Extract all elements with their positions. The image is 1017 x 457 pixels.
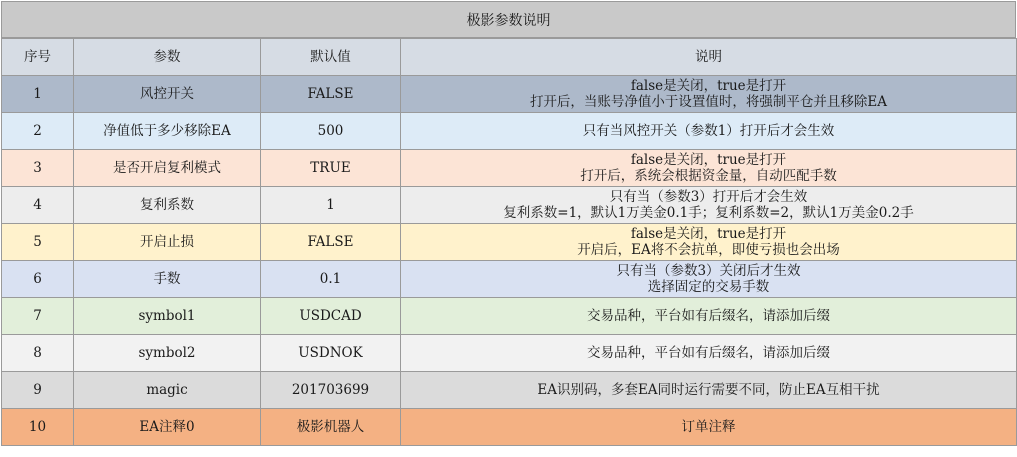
description-cell[interactable] [401, 261, 1017, 298]
description-line-1: 只有当（参数3）关闭后才生效 [616, 263, 801, 279]
default-value-cell[interactable]: 极影机器人 [261, 409, 401, 446]
description-cell[interactable] [401, 335, 1017, 372]
default-value-cell[interactable]: FALSE [261, 76, 401, 113]
param-name-cell[interactable]: 是否开启复利模式 [74, 150, 261, 187]
description-cell[interactable] [401, 298, 1017, 335]
description-cell[interactable] [401, 76, 1017, 113]
param-name-cell[interactable]: 开启止损 [74, 224, 261, 261]
header-desc: 说明 [401, 39, 1017, 76]
table-row [2, 150, 1017, 187]
parameter-table [1, 38, 1017, 446]
row-number-cell[interactable]: 4 [2, 187, 74, 224]
table-row [2, 409, 1017, 446]
description-line-2: 选择固定的交易手数 [647, 279, 770, 295]
default-value-cell[interactable]: 1 [261, 187, 401, 224]
description-line-2: 打开后，当账号净值小于设置值时，将强制平仓并且移除EA [529, 94, 888, 110]
description-line-1: false是关闭，true是打开 [630, 226, 787, 242]
param-name-cell[interactable]: 净值低于多少移除EA [74, 113, 261, 150]
table-row [2, 372, 1017, 409]
description-cell[interactable] [401, 187, 1017, 224]
description-line-2: 开启后，EA将不会抗单，即使亏损也会出场 [577, 242, 840, 258]
sheet-title: 极影参数说明 [1, 1, 1016, 38]
param-name-cell[interactable]: EA注释0 [74, 409, 261, 446]
table-row [2, 224, 1017, 261]
row-number-cell[interactable]: 2 [2, 113, 74, 150]
description-cell[interactable] [401, 224, 1017, 261]
header-param: 参数 [74, 39, 261, 76]
default-value-cell[interactable]: 500 [261, 113, 401, 150]
description-line-1: false是关闭，true是打开 [630, 152, 787, 168]
row-number-cell[interactable]: 5 [2, 224, 74, 261]
row-number-cell[interactable]: 7 [2, 298, 74, 335]
description-line-1: 交易品种，平台如有后缀名，请添加后缀 [587, 308, 830, 324]
param-name-cell[interactable]: 复利系数 [74, 187, 261, 224]
header-default: 默认值 [261, 39, 401, 76]
param-name-cell[interactable]: magic [74, 372, 261, 409]
table-row [2, 335, 1017, 372]
description-cell[interactable] [401, 113, 1017, 150]
row-number-cell[interactable]: 3 [2, 150, 74, 187]
row-number-cell[interactable]: 9 [2, 372, 74, 409]
param-name-cell[interactable]: symbol2 [74, 335, 261, 372]
default-value-cell[interactable]: USDNOK [261, 335, 401, 372]
table-row [2, 187, 1017, 224]
description-line-1: EA识别码，多套EA同时运行需要不同，防止EA互相干扰 [537, 382, 880, 398]
description-line-1: 只有当（参数3）打开后才会生效 [609, 189, 808, 205]
description-cell[interactable] [401, 372, 1017, 409]
row-number-cell[interactable]: 8 [2, 335, 74, 372]
table-row [2, 261, 1017, 298]
description-line-1: 只有当风控开关（参数1）打开后才会生效 [582, 123, 835, 139]
description-line-1: false是关闭，true是打开 [630, 78, 787, 94]
param-name-cell[interactable]: symbol1 [74, 298, 261, 335]
default-value-cell[interactable]: 0.1 [261, 261, 401, 298]
description-line-2: 复利系数=1，默认1万美金0.1手；复利系数=2，默认1万美金0.2手 [503, 205, 914, 221]
description-line-1: 交易品种，平台如有后缀名，请添加后缀 [587, 345, 830, 361]
table-row [2, 76, 1017, 113]
description-line-1: 订单注释 [681, 419, 736, 435]
param-name-cell[interactable]: 风控开关 [74, 76, 261, 113]
row-number-cell[interactable]: 10 [2, 409, 74, 446]
table-row [2, 113, 1017, 150]
default-value-cell[interactable]: USDCAD [261, 298, 401, 335]
description-cell[interactable] [401, 409, 1017, 446]
table-row [2, 298, 1017, 335]
description-cell[interactable] [401, 150, 1017, 187]
default-value-cell[interactable]: FALSE [261, 224, 401, 261]
default-value-cell[interactable]: 201703699 [261, 372, 401, 409]
row-number-cell[interactable]: 1 [2, 76, 74, 113]
param-name-cell[interactable]: 手数 [74, 261, 261, 298]
header-no: 序号 [2, 39, 74, 76]
description-line-2: 打开后，系统会根据资金量，自动匹配手数 [580, 168, 837, 184]
row-number-cell[interactable]: 6 [2, 261, 74, 298]
default-value-cell[interactable]: TRUE [261, 150, 401, 187]
header-row [2, 39, 1017, 76]
